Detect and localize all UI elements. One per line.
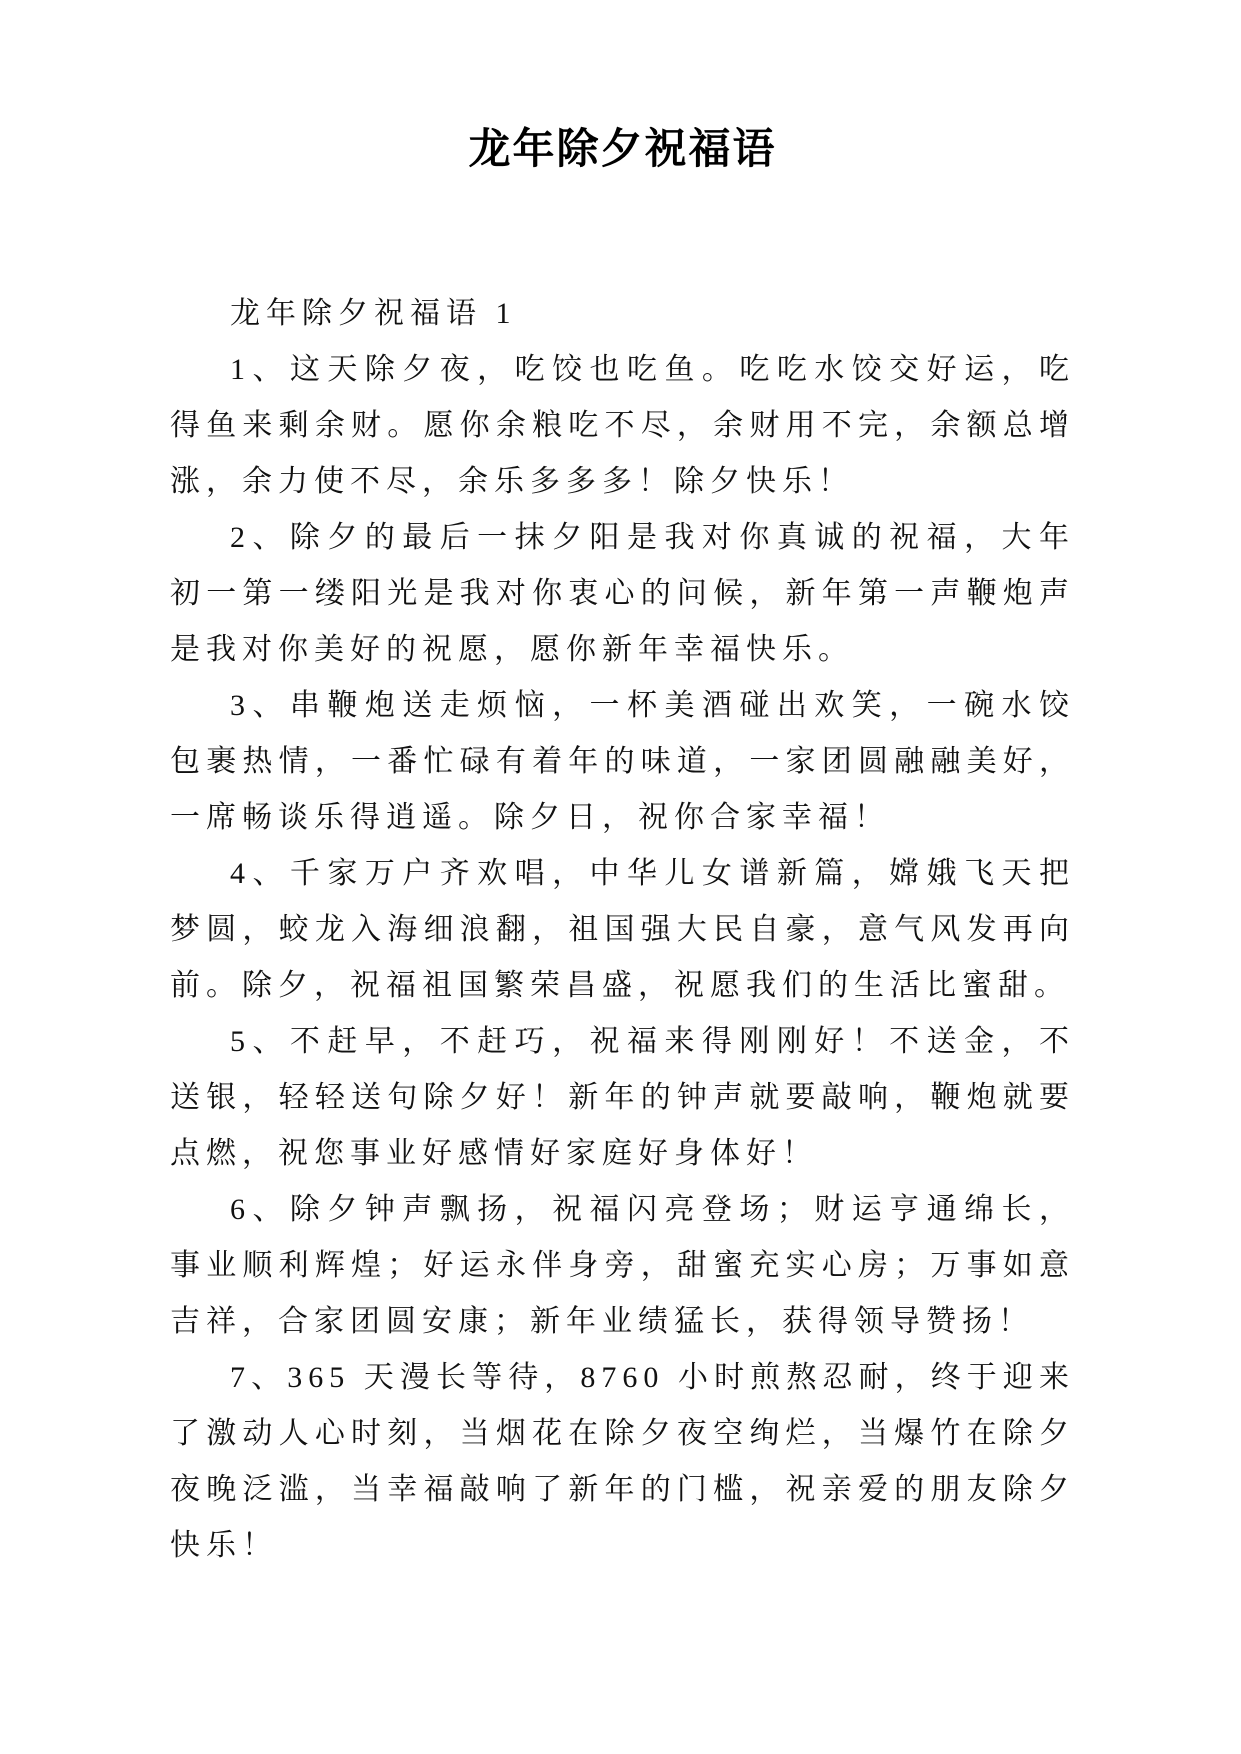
paragraph-6: 6、除夕钟声飘扬，祝福闪亮登场；财运亨通绵长，事业顺利辉煌；好运永伴身旁，甜蜜充实心房；万事如意吉祥，合家团圆安康；新年业绩猛长，获得领导赞扬！	[170, 1193, 1075, 1339]
paragraph-3: 3、串鞭炮送走烦恼，一杯美酒碰出欢笑，一碗水饺包裹热情，一番忙碌有着年的味道，一家团圆融融美好，一席畅谈乐得逍遥。除夕日，祝你合家幸福！	[170, 689, 1075, 835]
page-title: 龙年除夕祝福语	[468, 127, 777, 173]
paragraph-4: 4、千家万户齐欢唱，中华儿女谱新篇，嫦娥飞天把梦圆，蛟龙入海细浪翻，祖国强大民自豪，意气风发再向前。除夕，祝福祖国繁荣昌盛，祝愿我们的生活比蜜甜。	[170, 857, 1075, 1003]
paragraph-5: 5、不赶早，不赶巧，祝福来得刚刚好！不送金，不送银，轻轻送句除夕好！新年的钟声就要敲响，鞭炮就要点燃，祝您事业好感情好家庭好身体好！	[170, 1025, 1075, 1171]
document-body	[170, 286, 1075, 1574]
section-heading: 龙年除夕祝福语 1	[230, 297, 517, 331]
paragraph-7: 7、365 天漫长等待，8760 小时煎熬忍耐，终于迎来了激动人心时刻，当烟花在除夕夜空绚烂，当爆竹在除夕夜晚泛滥，当幸福敲响了新年的门槛，祝亲爱的朋友除夕快乐！	[170, 1361, 1075, 1563]
paragraph-1: 1、这天除夕夜，吃饺也吃鱼。吃吃水饺交好运，吃得鱼来剩余财。愿你余粮吃不尽，余财用不完，余额总增涨，余力使不尽，余乐多多多！除夕快乐！	[170, 353, 1075, 499]
paragraph-2: 2、除夕的最后一抹夕阳是我对你真诚的祝福，大年初一第一缕阳光是我对你衷心的问候，新年第一声鞭炮声是我对你美好的祝愿，愿你新年幸福快乐。	[170, 521, 1075, 667]
